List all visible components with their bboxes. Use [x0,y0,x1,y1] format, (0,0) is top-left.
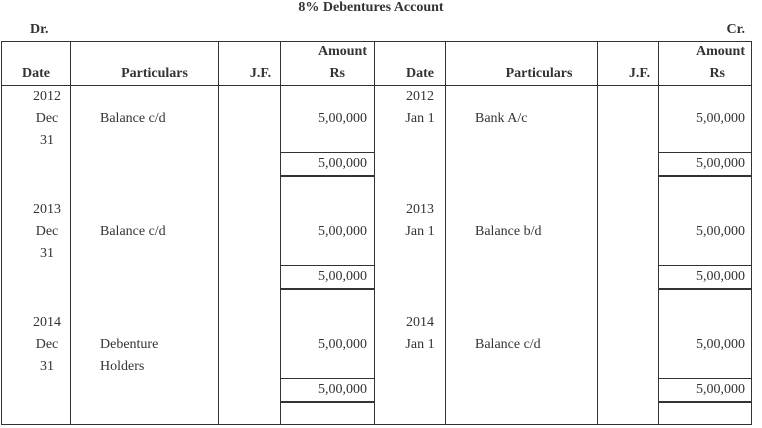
table-border-right [751,41,752,425]
entry-month: Dec [35,337,59,352]
table-border-bottom [1,424,752,425]
entry-total: 5,00,000 [318,269,367,284]
total-rule-top [280,152,375,153]
entry-month: Dec [35,111,59,126]
entry-year: 2013 [406,202,434,217]
entry-date: Jan 1 [405,111,435,126]
header-jf: J.F. [628,66,651,81]
entry-particulars: Balance c/d [100,224,166,239]
entry-total: 5,00,000 [696,156,745,171]
total-rule-top [658,152,752,153]
entry-particulars: Balance b/d [475,224,542,239]
header-date: Date [22,66,50,81]
col-divider [218,41,219,425]
entry-year: 2012 [33,89,61,104]
total-rule-top [280,378,375,379]
entry-day: 31 [40,246,54,261]
entry-amount: 5,00,000 [696,224,745,239]
total-rule-bottom [280,288,375,290]
total-rule-bottom [658,175,752,177]
entry-amount: 5,00,000 [696,111,745,126]
col-divider [597,41,598,425]
entry-particulars: Debenture [100,337,159,352]
header-rs: Rs [329,66,345,81]
total-rule-bottom [280,401,375,403]
entry-year: 2014 [406,315,434,330]
header-particulars: Particulars [121,66,188,81]
total-rule-top [280,265,375,266]
entry-amount: 5,00,000 [318,111,367,126]
entry-amount: 5,00,000 [696,337,745,352]
entry-date: Jan 1 [405,337,435,352]
cr-label: Cr. [726,22,745,37]
entry-total: 5,00,000 [696,382,745,397]
total-rule-bottom [658,401,752,403]
entry-particulars: Balance c/d [475,337,541,352]
entry-amount: 5,00,000 [318,224,367,239]
header-date: Date [406,66,434,81]
header-rs: Rs [709,66,725,81]
entry-day: 31 [40,133,54,148]
header-jf: J.F. [249,66,272,81]
header-divider [1,85,752,86]
total-rule-bottom [280,175,375,177]
entry-total: 5,00,000 [318,156,367,171]
entry-year: 2013 [33,202,61,217]
entry-date: Jan 1 [405,224,435,239]
entry-particulars-cont: Holders [100,359,145,374]
entry-particulars: Balance c/d [100,111,166,126]
total-rule-top [658,378,752,379]
header-particulars: Particulars [505,66,573,81]
total-rule-top [658,265,752,266]
entry-total: 5,00,000 [318,382,367,397]
table-border-top [1,41,752,42]
header-amount: Amount [317,44,367,59]
total-rule-bottom [658,288,752,290]
account-title: 8% Debentures Account [298,0,444,15]
entry-month: Dec [35,224,59,239]
entry-total: 5,00,000 [696,269,745,284]
dr-label: Dr. [30,22,49,37]
entry-amount: 5,00,000 [318,337,367,352]
entry-year: 2012 [406,89,434,104]
entry-day: 31 [40,359,54,374]
header-amount: Amount [695,44,745,59]
entry-particulars: Bank A/c [475,111,528,126]
entry-year: 2014 [33,315,61,330]
